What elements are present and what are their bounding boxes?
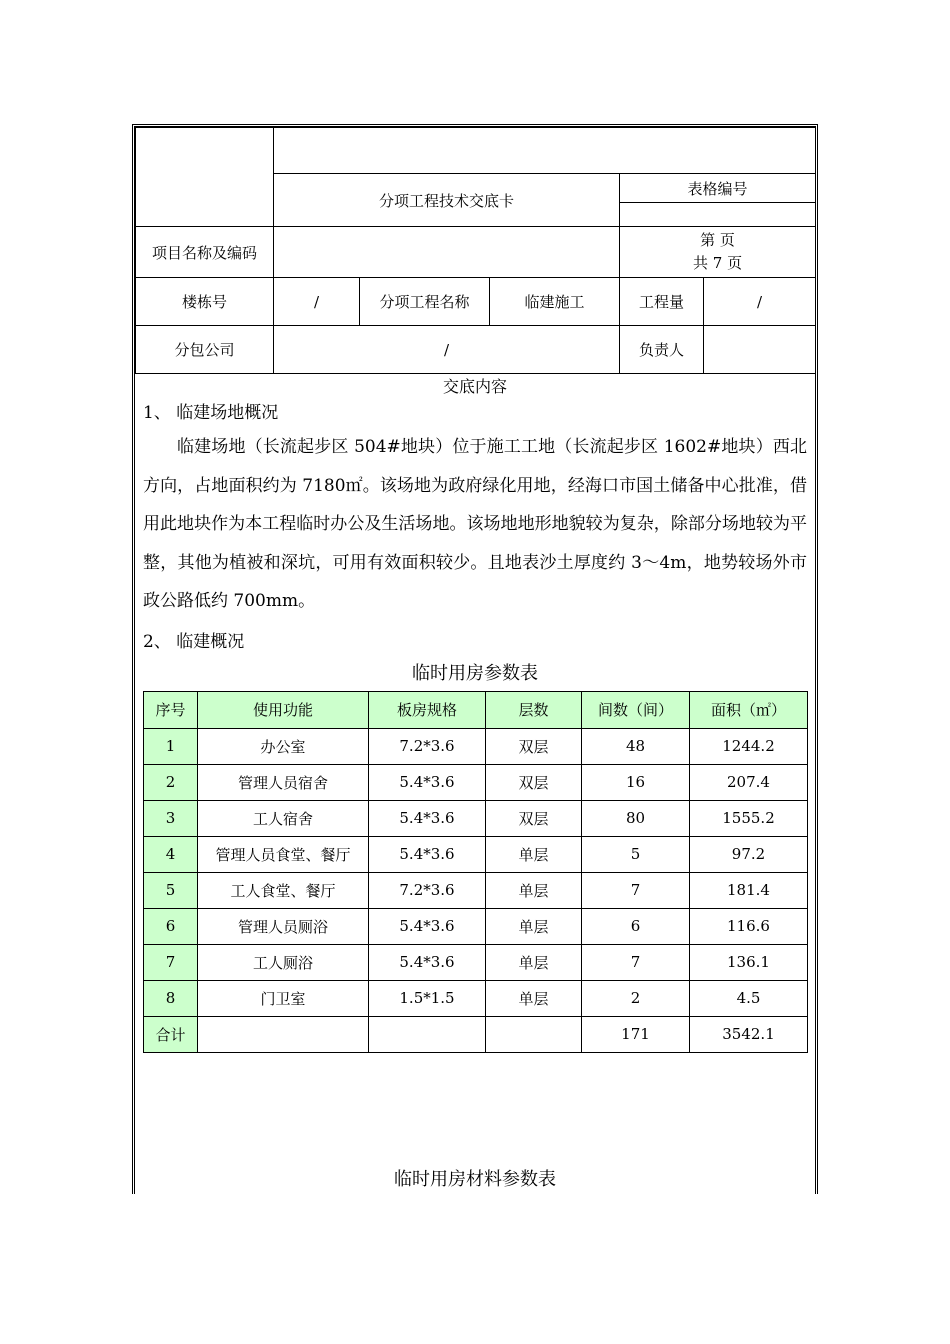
table-cell: 管理人员厕浴 [198,908,369,944]
table-cell: 16 [582,764,690,800]
page-number: 第 页 [700,231,735,249]
column-header: 间数（间） [582,691,690,728]
table-cell: 双层 [486,800,582,836]
total-pages: 共 7 页 [692,254,743,272]
table-cell: 7.2*3.6 [369,872,486,908]
spacer [143,1053,807,1163]
table-cell: 48 [582,728,690,764]
table-header-row [144,691,808,728]
table-cell [198,1016,369,1052]
column-header: 序号 [144,691,198,728]
table-cell: 单层 [486,980,582,1016]
row-index-cell: 合计 [144,1016,198,1052]
row-index-cell: 6 [144,908,198,944]
person-label: 负责人 [620,326,704,374]
form-no-label: 表格编号 [620,174,816,203]
table-cell: 136.1 [690,944,808,980]
column-header: 层数 [486,691,582,728]
table-row [144,836,808,872]
table-cell: 80 [582,800,690,836]
section-2-title: 2、 临建概况 [143,631,245,652]
table-cell: 管理人员食堂、餐厅 [198,836,369,872]
quantity-label: 工程量 [620,278,704,326]
form-no-value[interactable] [620,203,816,227]
table-cell: 4.5 [690,980,808,1016]
row-index-cell: 4 [144,836,198,872]
table-cell: 管理人员宿舍 [198,764,369,800]
section-1-paragraph: 临建场地（长流起步区 504#地块）位于施工工地（长流起步区 1602#地块）西北方向，占地面积约为 7180㎡。该场地为政府绿化用地，经海口市国土储备中心批准，借用此地块作为本工程临时办公及生活场地。该场地地形地貌较为复杂，除部分场地较为平整，其他为植被和深坑，可用有效面积较少。且地表沙土厚度约 3～4m，地势较场外市政公路低约 700mm。 [143,437,807,611]
project-value[interactable] [274,227,620,278]
table-cell: 5 [582,836,690,872]
page-info [620,227,816,278]
table-cell: 双层 [486,764,582,800]
table-cell [369,1016,486,1052]
sub-project-value: 临建施工 [490,278,620,326]
project-label: 项目名称及编码 [136,227,274,278]
housing-table [143,691,808,1053]
row-index-cell: 1 [144,728,198,764]
table-cell: 7 [582,872,690,908]
table-cell: 单层 [486,836,582,872]
building-value: / [274,278,360,326]
table-row [144,728,808,764]
table-cell: 2 [582,980,690,1016]
table-cell: 171 [582,1016,690,1052]
row-index-cell: 2 [144,764,198,800]
table-cell: 5.4*3.6 [369,908,486,944]
table-row [144,908,808,944]
building-label: 楼栋号 [136,278,274,326]
row-index-cell: 8 [144,980,198,1016]
column-header: 使用功能 [198,691,369,728]
table-cell [486,1016,582,1052]
table-cell: 97.2 [690,836,808,872]
table-cell: 116.6 [690,908,808,944]
blank-cell [274,128,816,174]
table-cell: 7.2*3.6 [369,728,486,764]
row-index-cell: 5 [144,872,198,908]
table-cell: 1555.2 [690,800,808,836]
content-area [143,374,807,1197]
table-cell: 7 [582,944,690,980]
table-cell: 3542.1 [690,1016,808,1052]
table-cell: 工人食堂、餐厅 [198,872,369,908]
table-cell: 6 [582,908,690,944]
table-cell: 1244.2 [690,728,808,764]
subcontractor-label: 分包公司 [136,326,274,374]
table-cell: 单层 [486,944,582,980]
row-index-cell: 3 [144,800,198,836]
table-cell: 5.4*3.6 [369,836,486,872]
card-title: 分项工程技术交底卡 [274,174,620,227]
table-cell: 工人厕浴 [198,944,369,980]
table-2-title: 临时用房材料参数表 [394,1168,556,1190]
table-row [144,872,808,908]
table-total-row [144,1016,808,1052]
table-cell: 5.4*3.6 [369,764,486,800]
table-row [144,944,808,980]
column-header: 板房规格 [369,691,486,728]
subcontractor-value: / [274,326,620,374]
table-cell: 5.4*3.6 [369,800,486,836]
table-title: 临时用房参数表 [412,662,538,684]
table-cell: 5.4*3.6 [369,944,486,980]
row-index-cell: 7 [144,944,198,980]
table-cell: 207.4 [690,764,808,800]
quantity-value: / [704,278,816,326]
sub-project-label: 分项工程名称 [360,278,490,326]
column-header: 面积（㎡） [690,691,808,728]
header-table [135,127,816,374]
table-cell: 181.4 [690,872,808,908]
table-row [144,980,808,1016]
table-cell: 门卫室 [198,980,369,1016]
table-cell: 1.5*1.5 [369,980,486,1016]
table-row [144,800,808,836]
table-row [144,764,808,800]
table-cell: 单层 [486,872,582,908]
table-cell: 单层 [486,908,582,944]
content-heading: 交底内容 [442,377,507,396]
table-cell: 工人宿舍 [198,800,369,836]
table-cell: 双层 [486,728,582,764]
logo-cell [136,128,274,227]
section-1-title: 1、 临建场地概况 [143,403,279,423]
table-cell: 办公室 [198,728,369,764]
person-value[interactable] [704,326,816,374]
